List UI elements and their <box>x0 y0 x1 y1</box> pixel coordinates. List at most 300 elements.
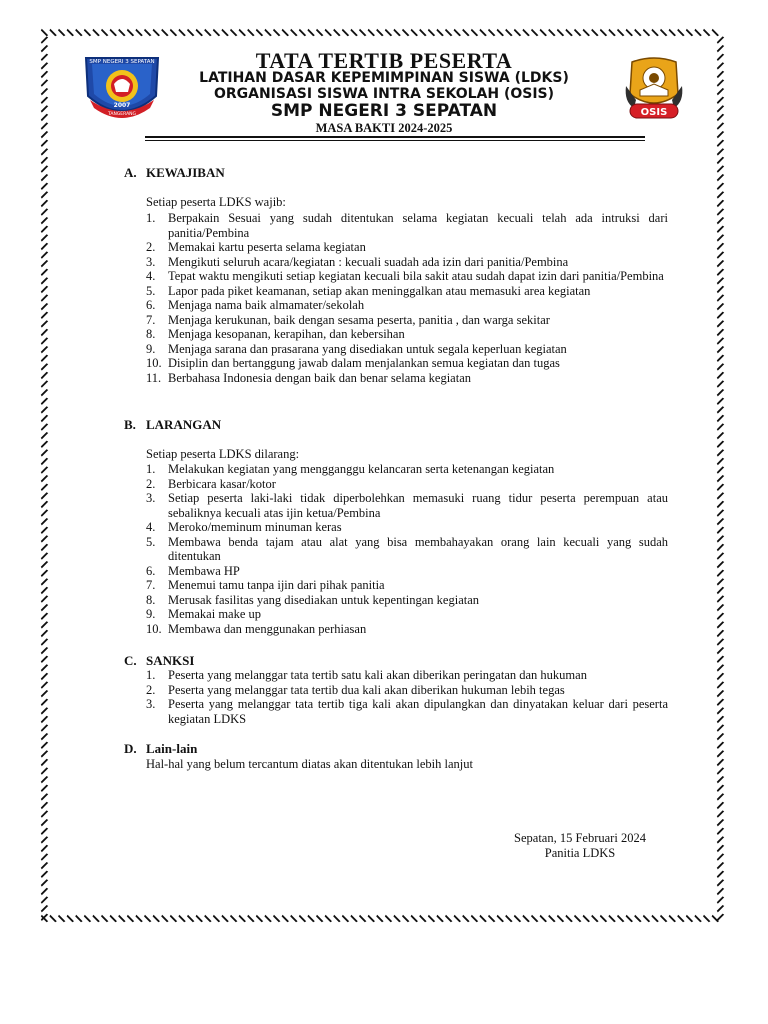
border-mark <box>617 29 624 36</box>
border-mark <box>204 29 211 36</box>
border-mark <box>350 915 357 922</box>
border-mark <box>717 905 724 912</box>
border-mark <box>41 509 48 516</box>
item-text: Menjaga kesopanan, kerapihan, dan kebersihan <box>168 327 405 341</box>
border-mark <box>41 29 48 36</box>
border-mark <box>651 915 658 922</box>
border-mark <box>376 29 383 36</box>
border-mark <box>548 915 555 922</box>
border-mark <box>264 29 271 36</box>
border-mark <box>58 915 65 922</box>
school-name: SMP NEGERI 3 SEPATAN <box>270 101 498 121</box>
border-mark <box>717 681 724 688</box>
header-rule-thin <box>145 140 645 141</box>
border-mark <box>717 802 724 809</box>
item-text: Membawa HP <box>168 563 240 578</box>
list-item <box>146 342 668 357</box>
border-mark <box>230 29 237 36</box>
border-mark <box>41 415 48 422</box>
item-number: 7. <box>146 578 156 592</box>
border-mark <box>385 915 392 922</box>
border-mark <box>290 915 297 922</box>
border-mark <box>717 656 724 663</box>
item-text: Tepat waktu mengikuti setiap kegiatan kecuali bila sakit atau sudah dapat izin dari panitia/Pembina <box>168 269 664 283</box>
item-number: 2. <box>146 240 156 254</box>
border-mark <box>497 915 504 922</box>
border-mark <box>41 432 48 439</box>
list-item <box>146 462 668 477</box>
border-mark <box>717 372 724 379</box>
item-text: Mengikuti seluruh acara/kegiatan : kecuali suadah ada izin dari panitia/Pembina <box>168 254 569 269</box>
border-mark <box>717 613 724 620</box>
border-mark <box>368 915 375 922</box>
border-mark <box>677 29 684 36</box>
border-mark <box>256 915 263 922</box>
border-mark <box>717 398 724 405</box>
border-mark <box>717 716 724 723</box>
border-mark <box>402 29 409 36</box>
border-mark <box>41 389 48 396</box>
border-mark <box>677 915 684 922</box>
border-mark <box>92 29 99 36</box>
item-number: 1. <box>146 668 156 682</box>
list-item <box>146 607 668 622</box>
border-mark <box>717 140 724 147</box>
border-mark <box>273 915 280 922</box>
border-mark <box>488 29 495 36</box>
border-mark <box>187 29 194 36</box>
border-mark <box>282 915 289 922</box>
border-mark <box>41 836 48 843</box>
period: MASA BAKTI 2024-2025 <box>315 121 453 135</box>
border-mark <box>204 915 211 922</box>
border-mark <box>634 29 641 36</box>
border-mark <box>717 441 724 448</box>
border-mark <box>454 915 461 922</box>
item-text: Merusak fasilitas yang disediakan untuk kepentingan kegiatan <box>168 592 480 607</box>
item-number: 1. <box>146 462 156 476</box>
border-mark <box>41 475 48 482</box>
border-mark <box>41 165 48 172</box>
border-mark <box>717 165 724 172</box>
item-number: 10. <box>146 356 162 370</box>
border-mark <box>135 29 142 36</box>
border-mark <box>717 415 724 422</box>
border-mark <box>41 320 48 327</box>
item-text: Menemui tamu tanpa ijin dari pihak panitia <box>168 578 385 592</box>
list-item <box>146 535 668 564</box>
border-mark <box>41 492 48 499</box>
border-mark <box>84 915 91 922</box>
border-mark <box>333 915 340 922</box>
border-mark <box>299 29 306 36</box>
item-number: 7. <box>146 312 156 327</box>
border-mark <box>376 915 383 922</box>
border-mark <box>626 29 633 36</box>
item-number: 2. <box>146 476 156 491</box>
osis-logo <box>622 56 686 122</box>
border-mark <box>694 29 701 36</box>
border-mark <box>41 544 48 551</box>
border-mark <box>256 29 263 36</box>
list-item <box>146 491 668 520</box>
border-mark <box>221 29 228 36</box>
item-number: 9. <box>146 607 156 621</box>
border-mark <box>717 587 724 594</box>
border-mark <box>41 750 48 757</box>
border-mark <box>694 915 701 922</box>
border-mark <box>717 277 724 284</box>
border-mark <box>717 251 724 258</box>
border-mark <box>41 312 48 319</box>
border-mark <box>462 29 469 36</box>
border-mark <box>717 243 724 250</box>
border-mark <box>41 466 48 473</box>
border-mark <box>471 915 478 922</box>
border-mark <box>333 29 340 36</box>
border-mark <box>686 29 693 36</box>
border-mark <box>41 587 48 594</box>
list-item <box>146 578 668 593</box>
border-mark <box>634 915 641 922</box>
border-mark <box>717 458 724 465</box>
border-mark <box>41 398 48 405</box>
item-text: Menjaga kerukunan, baik dengan sesama peserta, panitia , dan warga sekitar <box>168 312 550 327</box>
border-mark <box>41 802 48 809</box>
border-mark <box>717 312 724 319</box>
border-mark <box>514 915 521 922</box>
border-mark <box>717 699 724 706</box>
border-mark <box>717 406 724 413</box>
border-mark <box>565 29 572 36</box>
border-mark <box>660 915 667 922</box>
border-mark <box>548 29 555 36</box>
border-mark <box>178 915 185 922</box>
border-mark <box>127 915 134 922</box>
border-mark <box>669 29 676 36</box>
border-mark <box>307 29 314 36</box>
border-mark <box>230 915 237 922</box>
item-number: 5. <box>146 534 156 549</box>
border-mark <box>282 29 289 36</box>
border-mark <box>488 915 495 922</box>
item-text: Berbicara kasar/kotor <box>168 476 276 491</box>
border-mark <box>540 915 547 922</box>
border-mark <box>717 561 724 568</box>
border-mark <box>717 638 724 645</box>
header-rule-thick <box>145 136 645 138</box>
item-text: Memakai kartu peserta selama kegiatan <box>168 240 366 254</box>
border-mark <box>643 915 650 922</box>
item-number: 9. <box>146 341 156 356</box>
border-mark <box>717 320 724 327</box>
border-mark <box>717 466 724 473</box>
border-mark <box>717 604 724 611</box>
border-mark <box>196 915 203 922</box>
border-mark <box>531 29 538 36</box>
border-mark <box>307 915 314 922</box>
item-text: Peserta yang melanggar tata tertib dua kali akan diberikan hukuman lebih tegas <box>168 682 565 697</box>
border-mark <box>325 29 332 36</box>
item-text: Membawa benda tajam atau alat yang bisa membahayakan orang lain kecuali yang sudah ditentukan <box>168 534 668 563</box>
border-mark <box>540 29 547 36</box>
list-item <box>146 668 668 683</box>
item-text: Peserta yang melanggar tata tertib satu kali akan diberikan peringatan dan hukuman <box>168 668 587 682</box>
border-mark <box>41 518 48 525</box>
border-mark <box>41 776 48 783</box>
border-mark <box>717 810 724 817</box>
border-mark <box>41 501 48 508</box>
item-number: 6. <box>146 298 156 312</box>
border-mark <box>41 294 48 301</box>
border-mark <box>67 915 74 922</box>
border-mark <box>557 29 564 36</box>
border-mark <box>717 871 724 878</box>
border-mark <box>239 29 246 36</box>
border-mark <box>41 888 48 895</box>
border-mark <box>41 372 48 379</box>
border-mark <box>717 226 724 233</box>
border-mark <box>608 915 615 922</box>
border-mark <box>41 759 48 766</box>
border-mark <box>717 733 724 740</box>
border-mark <box>41 329 48 336</box>
border-mark <box>717 690 724 697</box>
border-mark <box>717 647 724 654</box>
border-mark <box>686 915 693 922</box>
border-mark <box>187 915 194 922</box>
border-mark <box>717 191 724 198</box>
border-mark <box>161 915 168 922</box>
border-mark <box>110 29 117 36</box>
border-mark <box>717 544 724 551</box>
border-mark <box>41 260 48 267</box>
border-mark <box>419 29 426 36</box>
border-mark <box>41 896 48 903</box>
list-item <box>146 622 668 637</box>
border-mark <box>445 29 452 36</box>
border-mark <box>574 29 581 36</box>
list-item <box>146 298 668 313</box>
border-mark <box>41 406 48 413</box>
border-mark <box>264 915 271 922</box>
border-mark <box>41 905 48 912</box>
list-item <box>146 697 668 726</box>
border-mark <box>41 871 48 878</box>
border-mark <box>497 29 504 36</box>
list-item <box>146 477 668 492</box>
border-mark <box>717 750 724 757</box>
border-mark <box>717 793 724 800</box>
border-mark <box>41 157 48 164</box>
section-a-heading <box>124 165 225 181</box>
section-letter: A. <box>124 165 137 180</box>
item-text: Menjaga sarana dan prasarana yang disediakan untuk segala keperluan kegiatan <box>168 341 567 356</box>
border-mark <box>84 29 91 36</box>
border-mark <box>717 914 724 921</box>
list-item <box>146 255 668 270</box>
border-mark <box>67 29 74 36</box>
border-mark <box>41 363 48 370</box>
border-mark <box>717 767 724 774</box>
item-text: Berbahasa Indonesia dengan baik dan benar selama kegiatan <box>168 370 471 385</box>
border-mark <box>41 681 48 688</box>
border-mark <box>717 329 724 336</box>
border-mark <box>41 269 48 276</box>
border-mark <box>170 915 177 922</box>
border-mark <box>41 527 48 534</box>
section-title: SANKSI <box>146 653 195 668</box>
border-mark <box>41 828 48 835</box>
border-mark <box>591 915 598 922</box>
item-text: Disiplin dan bertanggung jawab dalam menjalankan semua kegiatan dan tugas <box>168 356 560 370</box>
border-mark <box>717 346 724 353</box>
border-mark <box>92 915 99 922</box>
border-mark <box>41 733 48 740</box>
border-mark <box>419 915 426 922</box>
border-mark <box>717 630 724 637</box>
border-mark <box>717 707 724 714</box>
border-mark <box>428 29 435 36</box>
section-c-list <box>146 668 668 726</box>
border-mark <box>41 621 48 628</box>
border-mark <box>41 724 48 731</box>
border-mark <box>600 29 607 36</box>
border-mark <box>350 29 357 36</box>
border-mark <box>299 915 306 922</box>
item-number: 6. <box>146 563 156 578</box>
border-mark <box>118 29 125 36</box>
list-item <box>146 356 668 371</box>
border-mark <box>41 647 48 654</box>
border-mark <box>651 29 658 36</box>
border-mark <box>196 29 203 36</box>
item-text: Menjaga nama baik almamater/sekolah <box>168 298 365 312</box>
border-mark <box>247 29 254 36</box>
item-number: 4. <box>146 520 156 534</box>
border-mark <box>170 29 177 36</box>
border-mark <box>583 915 590 922</box>
border-mark <box>153 915 160 922</box>
border-mark <box>717 200 724 207</box>
border-mark <box>41 286 48 293</box>
border-mark <box>717 819 724 826</box>
border-mark <box>385 29 392 36</box>
item-text: Memakai make up <box>168 607 262 621</box>
border-mark <box>41 742 48 749</box>
school-logo <box>80 52 164 124</box>
border-mark <box>393 29 400 36</box>
section-a-list <box>146 211 668 385</box>
border-mark <box>75 915 82 922</box>
section-b-list <box>146 462 668 636</box>
border-mark <box>41 535 48 542</box>
section-a-intro: Setiap peserta LDKS wajib: <box>146 195 286 209</box>
border-mark <box>669 915 676 922</box>
item-number: 11. <box>146 370 162 385</box>
item-number: 3. <box>146 254 156 269</box>
border-mark <box>471 29 478 36</box>
border-mark <box>41 337 48 344</box>
border-mark <box>717 183 724 190</box>
border-mark <box>41 664 48 671</box>
item-text: Setiap peserta laki-laki tidak diperbolehkan memasuki ruang tidur peserta perempuan atau sebaliknya kecuali atas ijin ketua/Pembina <box>168 491 668 520</box>
border-mark <box>717 595 724 602</box>
list-item <box>146 269 668 284</box>
border-mark <box>608 29 615 36</box>
border-mark <box>717 896 724 903</box>
border-mark <box>41 552 48 559</box>
border-mark <box>717 294 724 301</box>
border-mark <box>41 767 48 774</box>
border-mark <box>41 208 48 215</box>
border-mark <box>342 29 349 36</box>
item-number: 3. <box>146 697 156 711</box>
signature-signer: Panitia LDKS <box>544 846 616 860</box>
border-mark <box>41 191 48 198</box>
border-mark <box>41 862 48 869</box>
list-item <box>146 683 668 698</box>
border-mark <box>41 346 48 353</box>
border-mark <box>75 29 82 36</box>
border-mark <box>717 879 724 886</box>
item-number: 8. <box>146 592 156 607</box>
border-mark <box>717 501 724 508</box>
section-b-heading <box>124 417 221 433</box>
border-mark <box>41 613 48 620</box>
border-mark <box>717 888 724 895</box>
item-text: Membawa dan menggunakan perhiasan <box>168 621 367 636</box>
border-mark <box>41 570 48 577</box>
border-mark <box>101 29 108 36</box>
border-mark <box>703 915 710 922</box>
border-mark <box>118 915 125 922</box>
border-mark <box>41 819 48 826</box>
border-mark <box>591 29 598 36</box>
border-mark <box>505 915 512 922</box>
border-mark <box>717 664 724 671</box>
section-d-heading <box>124 741 197 757</box>
border-mark <box>717 673 724 680</box>
border-mark <box>41 561 48 568</box>
list-item <box>146 327 668 342</box>
document-title: TATA TERTIB PESERTA <box>255 48 513 73</box>
border-mark <box>41 36 48 43</box>
border-mark <box>41 484 48 491</box>
border-mark <box>717 432 724 439</box>
border-mark <box>221 915 228 922</box>
border-mark <box>717 518 724 525</box>
list-item <box>146 564 668 579</box>
border-mark <box>359 915 366 922</box>
border-mark <box>41 251 48 258</box>
list-item <box>146 313 668 328</box>
border-mark <box>316 29 323 36</box>
item-text: Peserta yang melanggar tata tertib tiga kali akan dipulangkan dan dinyatakan keluar dari peserta kegiatan LDKS <box>168 697 668 726</box>
border-mark <box>717 862 724 869</box>
item-number: 10. <box>146 621 162 636</box>
border-mark <box>411 915 418 922</box>
border-mark <box>144 915 151 922</box>
border-mark <box>531 915 538 922</box>
border-mark <box>626 915 633 922</box>
border-mark <box>717 578 724 585</box>
svg-text:2007: 2007 <box>113 102 131 109</box>
border-mark <box>325 915 332 922</box>
border-mark <box>41 174 48 181</box>
border-mark <box>144 29 151 36</box>
border-mark <box>643 29 650 36</box>
